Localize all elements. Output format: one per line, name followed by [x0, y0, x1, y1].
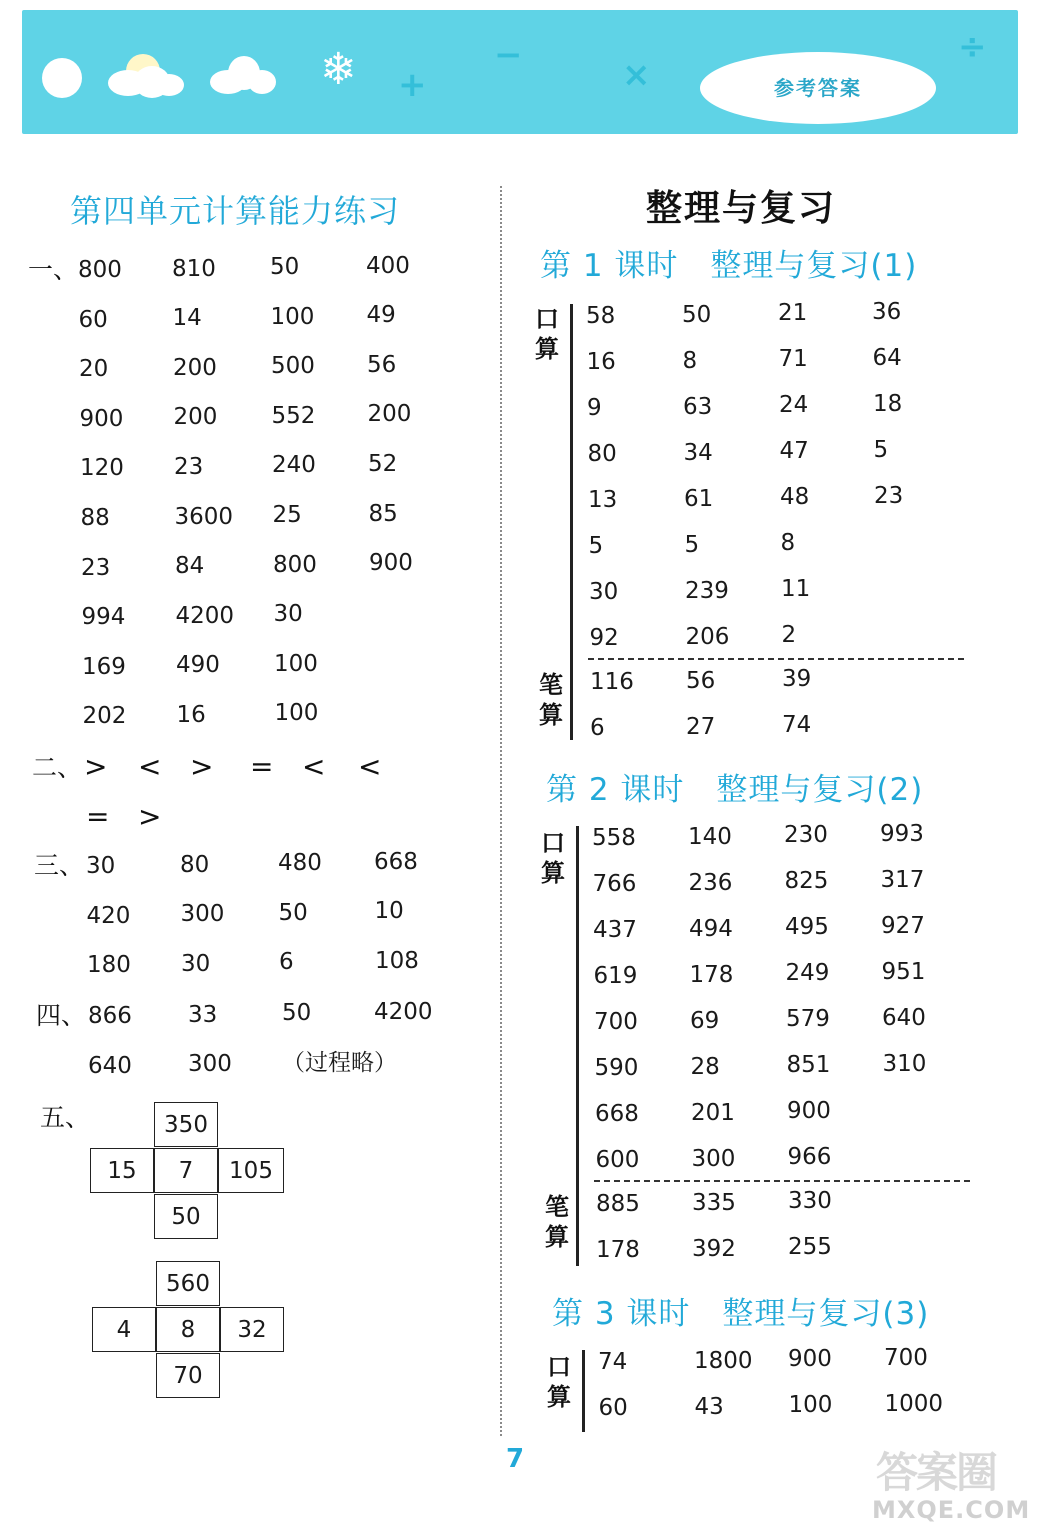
- column-divider: [500, 186, 502, 1436]
- answer-value: 100: [270, 303, 315, 330]
- answer-value: 180: [87, 952, 131, 979]
- answer-value: 56: [686, 667, 716, 694]
- answer-value: 400: [366, 252, 410, 279]
- page-number: 7: [506, 1444, 525, 1474]
- answer-value: 10: [374, 898, 404, 925]
- answer-value: 866: [88, 1003, 132, 1029]
- answer-value: 994: [81, 604, 126, 631]
- answer-value: 16: [176, 701, 206, 728]
- answer-value: 6: [279, 949, 294, 976]
- answer-value: 927: [881, 912, 925, 939]
- answer-value: 16: [586, 349, 616, 375]
- answer-value: 900: [788, 1346, 832, 1372]
- lesson-3-title: 第 3 课时 整理与复习(3): [552, 1296, 930, 1332]
- cross-cell-right: 105: [218, 1148, 284, 1193]
- answer-value: 11: [781, 576, 811, 602]
- answer-value: 92: [589, 625, 619, 651]
- answer-value: 48: [780, 484, 810, 510]
- answer-value: 71: [778, 346, 808, 372]
- watermark-url: MXQE.COM: [872, 1496, 1031, 1524]
- answer-value: 495: [785, 914, 829, 940]
- cloud-sun-icon: [108, 54, 184, 98]
- answer-value: 63: [683, 393, 713, 420]
- lesson-3-oral-label: 口 算: [547, 1353, 571, 1411]
- answer-value: 640: [88, 1052, 132, 1079]
- answer-value: 8: [682, 347, 698, 374]
- answer-value: 14: [172, 305, 202, 332]
- answer-value: 335: [692, 1189, 736, 1216]
- times-icon: ×: [622, 55, 651, 95]
- watermark-logo: 答案圈: [876, 1448, 997, 1497]
- comparison-symbol: <: [138, 750, 162, 783]
- left-section-title: 第四单元计算能力练习: [70, 192, 401, 230]
- cross-cell-top: 350: [154, 1102, 218, 1147]
- answer-value: 825: [784, 868, 829, 894]
- answer-value: 300: [188, 1051, 232, 1078]
- answer-value: 84: [175, 553, 205, 580]
- answer-value: 33: [188, 1001, 218, 1028]
- comparison-symbol: <: [302, 750, 326, 783]
- answer-value: 34: [683, 439, 713, 466]
- circle-decoration: [42, 58, 82, 98]
- lesson-2-oral-label: 口 算: [541, 829, 565, 887]
- answer-value: 4200: [374, 998, 433, 1025]
- cross-cell-right: 32: [220, 1307, 284, 1352]
- answer-value: 74: [598, 1349, 628, 1375]
- answer-value: 851: [786, 1052, 831, 1078]
- answer-value: 23: [874, 482, 904, 509]
- cross-cell-top: 560: [156, 1261, 220, 1306]
- plus-icon: +: [398, 65, 427, 105]
- comparison-symbol: >: [138, 800, 162, 833]
- answer-value: 494: [689, 915, 733, 942]
- answer-value: 69: [690, 1007, 720, 1034]
- answer-value: 30: [273, 601, 303, 628]
- answer-value: 85: [368, 500, 398, 527]
- answer-value: 966: [787, 1144, 832, 1170]
- answer-value: 178: [596, 1237, 640, 1263]
- answer-value: 300: [180, 901, 225, 928]
- answer-value: 700: [594, 1009, 638, 1035]
- answer-value: 668: [374, 848, 418, 875]
- answer-value: 169: [82, 653, 126, 680]
- answer-value: 100: [788, 1392, 833, 1418]
- answer-value: 24: [779, 392, 809, 418]
- answer-value: 766: [592, 871, 637, 897]
- answer-value: 249: [785, 960, 830, 986]
- answer-value: 202: [82, 703, 127, 730]
- answer-value: 61: [684, 485, 714, 512]
- answer-value: 39: [782, 666, 812, 692]
- answer-value: 140: [688, 823, 732, 850]
- answer-value: 30: [86, 853, 116, 879]
- answer-value: 310: [882, 1050, 927, 1077]
- answer-value: 951: [881, 958, 926, 985]
- answer-value: 255: [788, 1234, 832, 1260]
- answer-value: 480: [278, 850, 322, 876]
- answer-value: 52: [368, 450, 398, 477]
- answer-value: 178: [689, 961, 734, 988]
- answer-value: 9: [587, 395, 602, 421]
- answer-value: 58: [586, 303, 616, 329]
- answer-value: 200: [367, 401, 412, 428]
- answer-value: 2: [781, 622, 797, 648]
- lesson-2-title: 第 2 课时 整理与复习(2): [546, 772, 924, 808]
- right-section-title: 整理与复习: [646, 188, 837, 229]
- divide-icon: ÷: [958, 27, 987, 67]
- answer-value: 590: [594, 1055, 639, 1081]
- cross-cell-bottom: 70: [156, 1353, 220, 1398]
- answer-value: 20: [79, 356, 109, 383]
- answer-value: 4200: [175, 602, 235, 629]
- answer-value: 74: [782, 712, 812, 738]
- answer-value: 60: [598, 1395, 628, 1421]
- comparison-symbol: =: [250, 750, 274, 783]
- answer-value: 437: [593, 917, 637, 943]
- cross-cell-bottom: 50: [154, 1194, 218, 1239]
- lesson-1-written-label: 笔 算: [539, 671, 563, 729]
- answer-value: 23: [81, 554, 111, 581]
- answer-value: 810: [172, 255, 216, 282]
- minus-icon: −: [494, 35, 523, 75]
- cross-cell-center: 7: [154, 1148, 218, 1193]
- answer-value: 500: [271, 353, 315, 380]
- answer-value: 120: [80, 455, 124, 482]
- comparison-symbol: >: [84, 750, 108, 783]
- answer-value: 200: [173, 354, 217, 381]
- answer-value: 1800: [694, 1347, 753, 1374]
- answer-value: 100: [274, 650, 318, 677]
- answer-value: 993: [880, 820, 924, 847]
- answer-value: 800: [273, 551, 317, 578]
- lesson-3-bracket: [582, 1350, 585, 1432]
- answer-value: 3600: [174, 503, 234, 530]
- answer-value: 50: [282, 1000, 312, 1026]
- lesson-1-bracket: [570, 304, 573, 740]
- answer-value: 201: [691, 1099, 735, 1126]
- answer-value: 43: [694, 1393, 724, 1420]
- answer-value: 47: [779, 438, 809, 464]
- answer-value: 900: [79, 405, 124, 432]
- answer-value: 27: [686, 713, 716, 740]
- answer-value: 392: [692, 1235, 736, 1262]
- answer-value: 490: [176, 652, 220, 679]
- answer-value: 619: [593, 963, 638, 989]
- answer-value: 239: [685, 577, 729, 604]
- answer-value: 80: [180, 851, 210, 878]
- answer-value: 317: [880, 866, 925, 893]
- answer-value: 80: [587, 441, 617, 467]
- section-label-5: 五、: [40, 1103, 91, 1132]
- answer-value: 28: [690, 1053, 720, 1080]
- answer-value: 420: [86, 902, 131, 929]
- answer-value: 206: [685, 623, 730, 650]
- answer-value: 900: [787, 1098, 831, 1124]
- answer-value: 300: [691, 1145, 736, 1172]
- answer-value: 13: [588, 487, 618, 513]
- answer-value: 230: [784, 822, 828, 848]
- answer-value: 50: [682, 301, 712, 328]
- answer-value: 49: [366, 302, 396, 329]
- answer-value: 5: [684, 531, 700, 558]
- answer-value: 64: [872, 344, 902, 371]
- header-banner: [22, 10, 1018, 134]
- answer-value: 579: [786, 1006, 830, 1032]
- section-label-4: 四、: [36, 1001, 87, 1030]
- answer-value: 8: [780, 530, 796, 556]
- cross-cell-left: 15: [90, 1148, 154, 1193]
- comparison-symbol: =: [86, 800, 110, 833]
- lesson-2-written-label: 笔 算: [545, 1193, 569, 1251]
- answer-value: 30: [181, 950, 211, 977]
- answer-value: 800: [78, 257, 122, 283]
- answer-value: 5: [873, 436, 889, 463]
- answer-value: 600: [595, 1147, 640, 1173]
- answer-value: 240: [272, 452, 316, 479]
- answer-value: 700: [884, 1344, 928, 1371]
- answer-value: 236: [688, 869, 733, 896]
- answer-value: 50: [270, 254, 300, 280]
- answer-value: 885: [596, 1191, 640, 1217]
- snowflake-icon: ❄: [320, 44, 357, 95]
- answer-value: 88: [80, 505, 110, 531]
- answer-value: 330: [788, 1188, 832, 1214]
- cross-cell-left: 4: [92, 1307, 156, 1352]
- lesson-2-bracket: [576, 826, 579, 1266]
- section-label-1: 一、: [28, 255, 79, 284]
- answer-value: 552: [271, 402, 316, 429]
- answer-value: 200: [173, 404, 218, 431]
- answer-value: 668: [595, 1101, 639, 1127]
- comparison-symbol: >: [190, 750, 214, 783]
- answer-value: 23: [174, 453, 204, 480]
- lesson-1-separator: [588, 658, 964, 660]
- lesson-1-oral-label: 口 算: [535, 305, 559, 363]
- answer-value: 30: [589, 579, 619, 605]
- answer-value: 5: [588, 533, 604, 559]
- cloud-icon: [210, 56, 276, 96]
- answer-value: 108: [375, 947, 419, 974]
- lesson-2-separator: [594, 1180, 970, 1182]
- answer-value: （过程略）: [282, 1049, 397, 1076]
- answer-value: 116: [590, 669, 634, 695]
- comparison-symbol: <: [358, 750, 382, 783]
- answer-value: 558: [592, 825, 636, 851]
- answer-value: 900: [369, 550, 413, 577]
- answer-value: 25: [272, 502, 302, 528]
- answer-value: 6: [590, 715, 605, 741]
- answer-value: 100: [274, 700, 319, 727]
- answer-key-badge: 参考答案: [700, 52, 936, 124]
- answer-value: 36: [872, 298, 902, 325]
- section-label-2: 二、: [32, 753, 83, 782]
- answer-value: 640: [882, 1004, 926, 1031]
- section-label-3: 三、: [34, 851, 85, 880]
- answer-value: 60: [78, 306, 108, 333]
- answer-value: 50: [278, 899, 308, 926]
- answer-value: 56: [367, 351, 397, 378]
- answer-value: 18: [873, 390, 903, 417]
- answer-value: 1000: [884, 1390, 944, 1417]
- cross-cell-center: 8: [156, 1307, 220, 1352]
- answer-value: 21: [778, 300, 808, 326]
- lesson-1-title: 第 1 课时 整理与复习(1): [540, 248, 918, 284]
